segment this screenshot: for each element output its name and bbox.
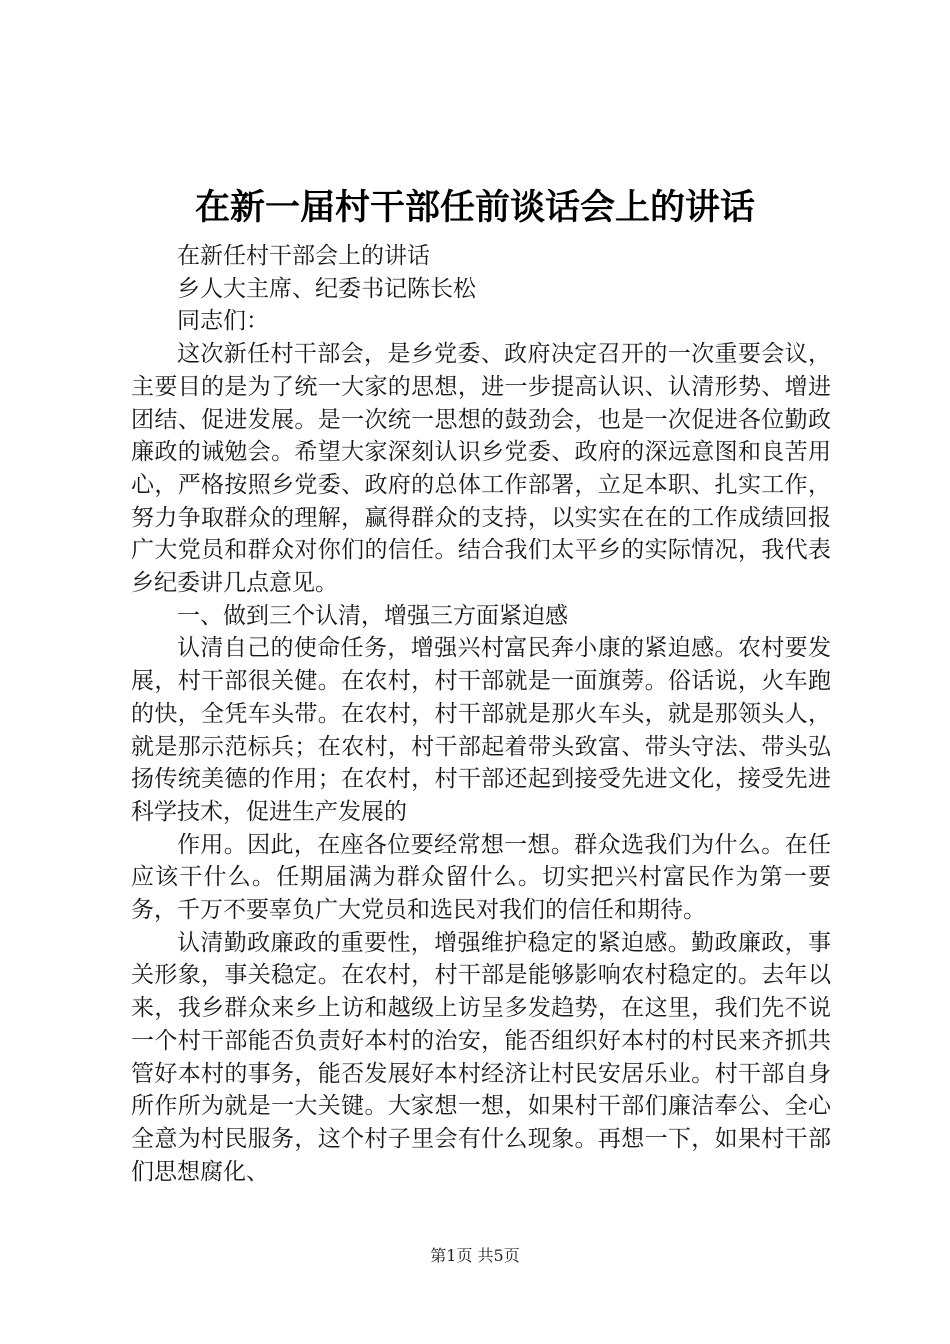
section-heading: 一、做到三个认清，增强三方面紧迫感 [177,602,568,629]
document-subtitle: 在新任村干部会上的讲话 [177,243,430,269]
paragraph: 认清自己的使命任务，增强兴村富民奔小康的紧迫感。农村要发展，村干部很关健。在农村，村干部就是一面旗蒡。俗话说，火车跑的快，全凭车头带。在农村，村干部就是那火车头，就是那领头人，就是那示范标兵；在农村，村干部起着带头致富、带头守法、带头弘扬传统美德的作用；在农村，村干部还起到接受先进文化，接受先进科学技术，促进生产发展的 [131,635,831,825]
paragraph: 作用。因此，在座各位要经常想一想。群众选我们为什么。在任应该干什么。任期届满为群众留什么。切实把兴村富民作为第一要务，千万不要辜负广大党员和选民对我们的信任和期待。 [131,831,831,924]
paragraph: 认清勤政廉政的重要性，增强维护稳定的紧迫感。勤政廉政，事关形象，事关稳定。在农村，村干部是能够影响农村稳定的。去年以来，我乡群众来乡上访和越级上访呈多发趋势，在这里，我们先不说一个村干部能否负责好本村的治安，能否组织好本村的村民来齐抓共管好本村的事务，能否发展好本村经济让村民安居乐业。村干部自身所作所为就是一大关键。大家想一想，如果村干部们廉洁奉公、全心全意为村民服务，这个村子里会有什么现象。再想一下，如果村干部们思想腐化、 [131,929,831,1185]
page-number: 第1页 共5页 [430,1246,520,1265]
speaker-line: 乡人大主席、纪委书记陈长松 [177,275,476,302]
paragraph: 这次新任村干部会，是乡党委、政府决定召开的一次重要会议，主要目的是为了统一大家的思想，进一步提高认识、认清形势、增进团结、促进发展。是一次统一思想的鼓劲会，也是一次促进各位勤政廉政的诫勉会。希望大家深刻认识乡党委、政府的深远意图和良苦用心，严格按照乡党委、政府的总体工作部署，立足本职、扎实工作，努力争取群众的理解，赢得群众的支持，以实实在在的工作成绩回报广大党员和群众对你们的信任。结合我们太平乡的实际情况，我代表乡纪委讲几点意见。 [131,341,831,597]
document-title: 在新一届村干部任前谈话会上的讲话 [194,187,755,228]
salutation: 同志们： [177,308,269,335]
document-body [131,240,831,1188]
